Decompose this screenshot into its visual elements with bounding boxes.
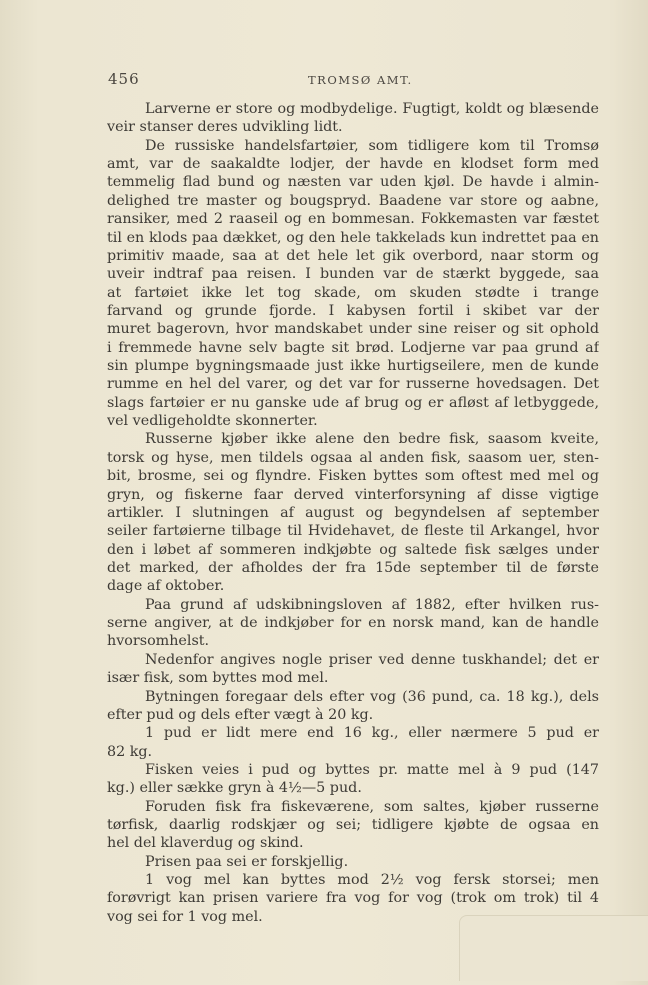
text-line: Bytningen foregaar dels efter vog (36 pund, ca. 18 kg.), dels (145, 688, 599, 705)
text-line: slags fartøier er nu ganske ude af brug og er afløst af letbyggede, (107, 394, 599, 411)
text-line: torsk og hyse, men tildels ogsaa al anden fisk, saasom uer, sten- (107, 449, 599, 466)
text-line: 1 pud er lidt mere end 16 kg., eller nærmere 5 pud er (145, 725, 599, 742)
text-line: hel del klaverdug og skind. (107, 835, 304, 852)
text-line: bit, brosme, sei og flyndre. Fisken byttes som oftest med mel og (107, 468, 599, 485)
text-line: artikler. I slutningen af august og begyndelsen af september (107, 504, 599, 521)
text-line: Russerne kjøber ikke alene den bedre fisk, saasom kveite, (145, 431, 599, 448)
text-line: Prisen paa sei er forskjellig. (145, 853, 349, 870)
text-line: serne angiver, at de indkjøber for en norsk mand, kan de handle (107, 615, 599, 632)
page-header (108, 70, 598, 92)
body-text (107, 100, 599, 926)
text-line: til en klods paa dækket, og den hele takkelads kun indrettet paa en (107, 229, 599, 246)
text-line: især fisk, som byttes mod mel. (107, 670, 329, 687)
text-line: farvand og grunde fjorde. I kabysen fortil i skibet var der (107, 302, 599, 319)
text-line: veir stanser deres udvikling lidt. (107, 119, 343, 136)
text-line: at fartøiet ikke let tog skade, om skuden stødte i trange (107, 284, 599, 301)
text-line: vog sei for 1 vog mel. (107, 908, 263, 925)
text-line: det marked, der afholdes der fra 15de september til de første (107, 559, 599, 576)
text-line: Larverne er store og modbydelige. Fugtigt, koldt og blæsende (145, 101, 599, 117)
text-line: forøvrigt kan prisen variere fra vog for vog (trok om trok) til 4 (107, 890, 599, 907)
text-line: efter pud og dels efter vægt à 20 kg. (107, 706, 374, 723)
text-line: kg.) eller sække gryn à 4½—5 pud. (107, 780, 362, 797)
text-line: den i løbet af sommeren indkjøbte og saltede fisk sælges under (107, 541, 599, 558)
text-line: uveir indtraf paa reisen. I bunden var de stærkt byggede, saa (107, 266, 599, 283)
text-line: seiler fartøierne tilbage til Hvidehavet, de fleste til Arkangel, hvor (107, 523, 599, 540)
text-line: Nedenfor angives nogle priser ved denne tuskhandel; det er (145, 651, 599, 668)
text-line: primitiv maade, saa at det hele let gik overbord, naar storm og (107, 247, 599, 264)
text-line: 82 kg. (107, 743, 153, 760)
page-edge-shadow (459, 915, 648, 981)
text-line: Paa grund af udskibningsloven af 1882, efter hvilken rus- (145, 596, 599, 613)
text-line: muret bagerovn, hvor mandskabet under sine reiser og sit ophold (107, 321, 599, 338)
text-line: tørfisk, daarlig rodskjær og sei; tidligere kjøbte de ogsaa en (107, 817, 599, 834)
text-line: delighed tre master og bougspryd. Baadene var store og aabne, (107, 192, 599, 209)
running-title: TROMSØ AMT. (308, 73, 413, 87)
text-line: Fisken veies i pud og byttes pr. matte mel à 9 pud (147 (145, 761, 599, 778)
text-line: i fremmede havne selv bagte sit brød. Lodjerne var paa grund af (107, 339, 599, 356)
text-line: temmelig flad bund og næsten var uden kjøl. De havde i almin- (107, 174, 599, 191)
text-line: amt, var de saakaldte lodjer, der havde en klodset form med (107, 156, 599, 173)
text-line: hvorsomhelst. (107, 633, 210, 650)
text-line: De russiske handelsfartøier, som tidligere kom til Tromsø (145, 137, 599, 154)
text-line: Foruden fisk fra fiskeværene, som saltes, kjøber russerne (145, 798, 599, 815)
text-line: vel vedligeholdte skonnerter. (107, 413, 318, 430)
text-line: dage af oktober. (107, 578, 225, 595)
text-line: gryn, og fiskerne faar derved vinterforsyning af disse vigtige (107, 486, 599, 503)
text-line: rumme en hel del varer, og det var for russerne hovedsagen. Det (107, 376, 599, 393)
page-number: 456 (108, 70, 140, 88)
text-line: sin plumpe bygningsmaade just ikke hurtigseilere, men de kunde (107, 358, 599, 375)
text-line: ransiker, med 2 raaseil og en bommesan. Fokkemasten var fæstet (107, 211, 599, 228)
text-line: 1 vog mel kan byttes mod 2½ vog fersk storsei; men (145, 872, 599, 889)
